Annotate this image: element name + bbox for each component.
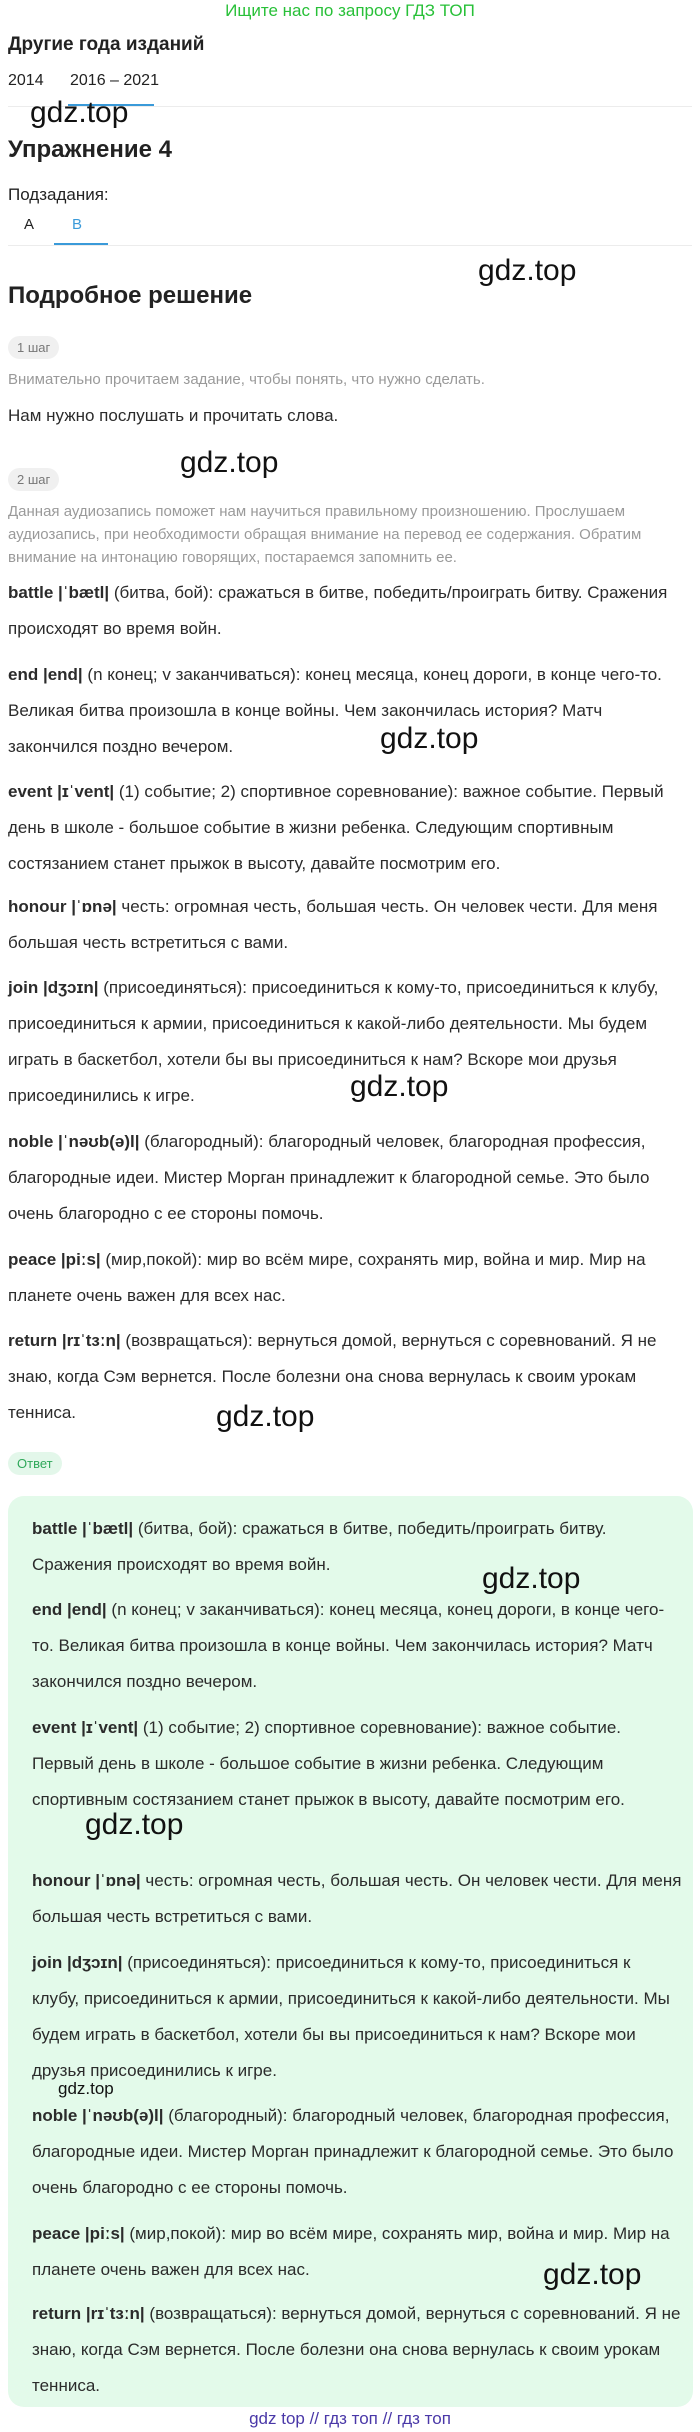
subtask-tab-a[interactable]: A [24,216,35,233]
year-tab-2016-2021[interactable]: 2016 – 2021 [70,72,159,89]
entry-word: event |ɪˈvent| [8,782,115,801]
entry-word: peace |piːs| [32,2224,125,2243]
vocab-entry-join [8,970,683,1114]
entry-description: (битва, бой): сражаться в битве, победить/проиграть битву. Сражения происходят во время войн. [32,1519,607,1574]
vocab-entry-return [32,2296,682,2404]
vocab-entry-end [8,657,683,765]
watermark: gdz.top [478,254,577,287]
entry-description: (благородный): благородный человек, благородная профессия, благородные идеи. Мистер Морган принадлежит к благородной семье. Это было очень благородно с ее стороны помочь. [8,1132,650,1223]
vocab-entry-noble [32,2098,682,2206]
editions-title: Другие года изданий [8,34,205,55]
entry-word: peace |piːs| [8,1250,101,1269]
divider [8,245,692,246]
answer-badge: Ответ [8,1452,62,1475]
entry-word: honour |ˈɒnə| [32,1871,141,1890]
entry-word: honour |ˈɒnə| [8,897,117,916]
vocab-entry-event [8,774,683,882]
step-hint: Данная аудиозапись поможет нам научиться правильному произношению. Прослушаем аудиозапись, при необходимости обращая внимание на перевод ее содержания. Обратим внимание на интонацию говорящих, постараемся запомнить ее. [8,503,642,566]
watermark: gdz.top [30,96,129,129]
vocab-entry-join [32,1945,682,2089]
step-text: Нам нужно послушать и прочитать слова. [8,406,339,425]
subtasks-label: Подзадания: [8,185,109,204]
entry-word: end |end| [8,665,83,684]
vocab-entry-end [32,1592,682,1700]
watermark: gdz.top [58,2079,114,2098]
vocab-entry-honour [8,889,683,961]
entry-word: noble |ˈnəʊb(ə)l| [8,1132,140,1151]
vocab-entry-peace [8,1242,683,1314]
entry-description: (присоединяться): присоединиться к кому-то, присоединиться к клубу, присоединиться к армии, присоединиться к какой-либо деятельности. Мы будем играть в баскетбол, хотели бы вы присоединиться к нам? Вскоре мои друзья присоединились к игре. [8,978,659,1105]
entry-description: (1) событие; 2) спортивное соревнование): важное событие. Первый день в школе - большое событие в жизни ребенка. Следующим спортивным состязанием станет прыжок в высоту, давайте посмотрим его. [32,1718,625,1809]
entry-word: return |rɪˈtɜːn| [32,2304,145,2323]
year-tab-2014[interactable]: 2014 [8,72,44,89]
entry-description: (n конец; v заканчиваться): конец месяца, конец дороги, в конце чего-то. Великая битва произошла в конце войны. Чем закончилась история? Матч закончился поздно вечером. [32,1600,665,1691]
subtask-tab-b[interactable]: B [72,216,83,233]
exercise-title: Упражнение 4 [8,136,172,163]
watermark: gdz.top [180,446,279,479]
step-hint: Внимательно прочитаем задание, чтобы понять, что нужно сделать. [8,371,485,388]
vocab-entry-honour [32,1863,682,1935]
entry-word: battle |ˈbætl| [8,583,110,602]
entry-word: event |ɪˈvent| [32,1718,139,1737]
entry-word: noble |ˈnəʊb(ə)l| [32,2106,164,2125]
vocab-entry-battle [32,1511,682,1583]
entry-word: battle |ˈbætl| [32,1519,134,1538]
vocab-entry-return [8,1323,683,1431]
entry-word: return |rɪˈtɜːn| [8,1331,121,1350]
watermark: gdz.top [380,722,479,755]
entry-description: (мир,покой): мир во всём мире, сохранять мир, война и мир. Мир на планете очень важен для всех нас. [8,1250,646,1305]
vocab-entry-noble [8,1124,683,1232]
solution-title: Подробное решение [8,282,253,309]
entry-description: честь: огромная честь, большая честь. Он человек чести. Для меня большая честь встретиться с вами. [32,1871,682,1926]
entry-description: (присоединяться): присоединиться к кому-то, присоединиться к клубу, присоединиться к армии, присоединиться к какой-либо деятельности. Мы будем играть в баскетбол, хотели бы вы присоединиться к нам? Вскоре мои друзья присоединились к игре. [32,1953,670,2080]
entry-description: (возвращаться): вернуться домой, вернуться с соревнований. Я не знаю, когда Сэм вернется. После болезни она снова вернулась к своим урокам тенниса. [8,1331,657,1422]
entry-description: честь: огромная честь, большая честь. Он человек чести. Для меня большая честь встретиться с вами. [8,897,658,952]
watermark: gdz.top [216,1400,315,1433]
entry-description: (благородный): благородный человек, благородная профессия, благородные идеи. Мистер Морган принадлежит к благородной семье. Это было очень благородно с ее стороны помочь. [32,2106,674,2197]
entry-word: join |dʒɔɪn| [32,1953,123,1972]
watermark: gdz.top [85,1808,184,1841]
watermark: gdz.top [543,2258,642,2291]
entry-description: (мир,покой): мир во всём мире, сохранять мир, война и мир. Мир на планете очень важен для всех нас. [32,2224,670,2279]
entry-description: (n конец; v заканчиваться): конец месяца, конец дороги, в конце чего-то. Великая битва произошла в конце войны. Чем закончилась история? Матч закончился поздно вечером. [8,665,662,756]
step-badge: 1 шаг [8,336,59,359]
footer-links[interactable]: gdz top // гдз топ // гдз топ [249,2409,451,2428]
step-badge: 2 шаг [8,468,59,491]
promo-banner[interactable]: Ищите нас по запросу ГДЗ ТОП [225,1,475,20]
entry-description: (1) событие; 2) спортивное соревнование): важное событие. Первый день в школе - большое событие в жизни ребенка. Следующим спортивным состязанием станет прыжок в высоту, давайте посмотрим его. [8,782,664,873]
entry-description: (битва, бой): сражаться в битве, победить/проиграть битву. Сражения происходят во время войн. [8,583,668,638]
watermark: gdz.top [482,1562,581,1595]
entry-description: (возвращаться): вернуться домой, вернуться с соревнований. Я не знаю, когда Сэм вернется. После болезни она снова вернулась к своим урокам тенниса. [32,2304,681,2395]
watermark: gdz.top [350,1070,449,1103]
entry-word: end |end| [32,1600,107,1619]
entry-word: join |dʒɔɪn| [8,978,99,997]
vocab-entry-event [32,1710,682,1818]
vocab-entry-battle [8,575,683,647]
